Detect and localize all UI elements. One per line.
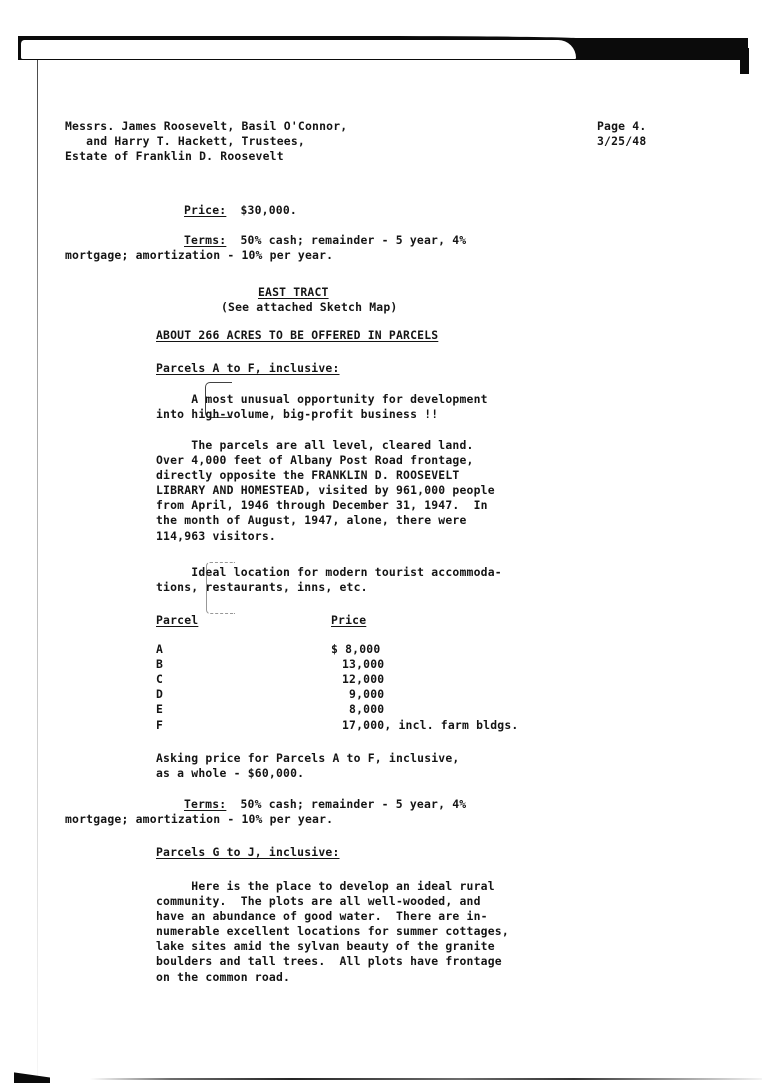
description-line-5: from April, 1946 through December 31, 1947. In	[156, 498, 488, 513]
description-line-4: LIBRARY AND HOMESTEAD, visited by 961,000 people	[156, 483, 495, 498]
description-paragraph-af	[65, 438, 495, 544]
description-line-2: Over 4,000 feet of Albany Post Road frontage,	[156, 453, 474, 468]
table-row	[65, 687, 518, 702]
terms-line-2: mortgage; amortization - 10% per year.	[65, 248, 334, 263]
addressee-line-3: Estate of Franklin D. Roosevelt	[65, 149, 284, 164]
table-cell-price: 9,000	[342, 687, 385, 702]
description-line-4: numerable excellent locations for summer cottages,	[156, 924, 509, 939]
terms-text-1: 50% cash; remainder - 5 year, 4%	[240, 797, 467, 811]
tract-heading	[65, 285, 397, 300]
acreage-heading-text: ABOUT 266 ACRES TO BE OFFERED IN PARCELS	[156, 328, 439, 342]
section-gj-heading-block	[65, 845, 340, 860]
section-af-heading-block	[65, 361, 340, 376]
asking-price-line-2: as a whole - $60,000.	[156, 766, 305, 781]
page-number: Page 4.	[597, 119, 647, 133]
table-cell-parcel: A	[156, 642, 164, 657]
description-line-3: directly opposite the FRANKLIN D. ROOSEVELT	[156, 468, 460, 483]
description-line-2: community. The plots are all well-wooded, and	[156, 894, 481, 909]
price-line	[65, 203, 297, 218]
section-af-heading	[65, 361, 340, 376]
addressee-line-1: Messrs. James Roosevelt, Basil O'Connor,	[65, 119, 348, 133]
ideal-location-line-2: tions, restaurants, inns, etc.	[156, 580, 368, 595]
table-cell-parcel: F	[156, 717, 164, 732]
table-row	[65, 718, 518, 733]
description-line-3: have an abundance of good water. There are in-	[156, 909, 488, 924]
parcel-price-table	[65, 613, 518, 733]
terms-line-1	[65, 797, 466, 812]
description-line-6: boulders and tall trees. All plots have frontage	[156, 954, 502, 969]
handwritten-bracket-annotation-ideal-location	[206, 562, 235, 614]
description-line-7: 114,963 visitors.	[156, 528, 276, 543]
table-cell-price: 12,000	[342, 672, 385, 687]
terms-text-1: 50% cash; remainder - 5 year, 4%	[240, 233, 467, 247]
description-line-5: lake sites amid the sylvan beauty of the granite	[156, 939, 495, 954]
terms-line-2: mortgage; amortization - 10% per year.	[65, 812, 334, 827]
tract-heading-text: EAST TRACT	[258, 285, 329, 299]
addressee-line-2: and Harry T. Hackett, Trustees,	[65, 134, 305, 149]
section-af-heading-text: Parcels A to F, inclusive:	[156, 361, 340, 375]
table-cell-parcel: C	[156, 672, 164, 687]
document-date: 3/25/48	[597, 134, 647, 149]
addressee-block	[65, 119, 347, 164]
table-cell-parcel: D	[156, 687, 164, 702]
tract-heading-block	[65, 285, 397, 315]
tract-subheading: (See attached Sketch Map)	[221, 300, 398, 315]
section-gj-heading	[65, 845, 340, 860]
pitch-line-1: A most unusual opportunity for development	[156, 392, 488, 406]
table-header-row	[65, 613, 518, 628]
description-line-7: on the common road.	[156, 969, 291, 984]
price-block	[65, 203, 297, 218]
table-header-price: Price	[331, 613, 367, 627]
table-cell-price: 13,000	[342, 657, 385, 672]
description-paragraph-gj	[65, 879, 509, 985]
description-line-6: the month of August, 1947, alone, there were	[156, 513, 467, 528]
terms-label: Terms:	[184, 233, 227, 247]
page-number-block	[597, 119, 646, 149]
table-row	[65, 702, 518, 717]
acreage-heading	[65, 328, 438, 343]
handwritten-bracket-annotation-pitch	[205, 382, 232, 418]
ideal-location-line-1: Ideal location for modern tourist accommoda-	[156, 565, 502, 579]
asking-price-line-1: Asking price for Parcels A to F, inclusive,	[156, 751, 460, 765]
terms-block-east	[65, 797, 466, 827]
table-cell-parcel: E	[156, 702, 164, 717]
description-line-1: The parcels are all level, cleared land.	[156, 438, 474, 452]
table-cell-price: 17,000, incl. farm bldgs.	[342, 717, 519, 732]
description-line-1: Here is the place to develop an ideal rural	[156, 879, 495, 893]
table-cell-parcel: B	[156, 657, 164, 672]
asking-price-block	[65, 751, 459, 781]
table-header-parcel-text: Parcel	[156, 613, 199, 627]
terms-line-1	[65, 233, 466, 248]
table-row	[65, 672, 518, 687]
acreage-heading-block	[65, 328, 438, 343]
terms-label: Terms:	[184, 797, 227, 811]
table-row	[65, 657, 518, 672]
table-cell-price: $ 8,000	[331, 642, 381, 657]
ideal-location-paragraph	[65, 565, 502, 595]
table-row	[65, 642, 518, 657]
terms-block-west	[65, 233, 466, 263]
table-cell-price: 8,000	[342, 702, 385, 717]
pitch-line-2: into high-volume, big-profit business !!	[156, 407, 439, 422]
section-gj-heading-text: Parcels G to J, inclusive:	[156, 845, 340, 859]
pitch-paragraph	[65, 392, 488, 422]
price-label: Price:	[184, 203, 227, 217]
price-value: $30,000.	[240, 203, 297, 217]
table-header-parcel	[156, 613, 331, 628]
